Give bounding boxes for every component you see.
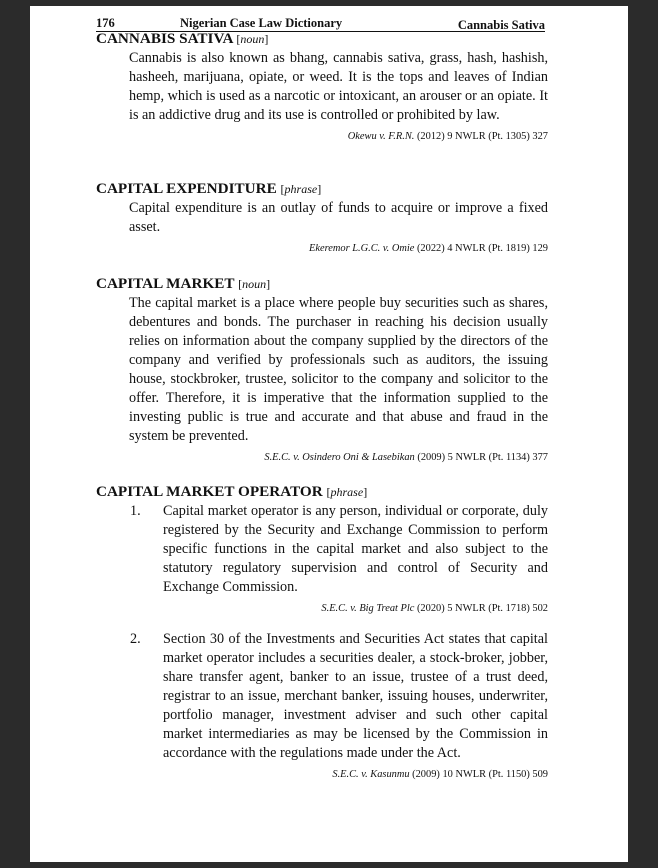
pos-text: noun (242, 277, 267, 291)
book-title: Nigerian Case Law Dictionary (180, 16, 343, 30)
citation (130, 768, 548, 781)
sense-number: 2. (130, 631, 141, 647)
definition: Capital market operator is any person, individual or corporate, duly registered by the Security and Exchange Commission to perform specific functions in the capital market and also subject to the statutory regulatory supervision and control of Security and Exchange Commission. (163, 503, 548, 595)
citation (130, 602, 548, 615)
definition: Cannabis is also known as bhang, cannabis sativa, grass, hash, hashish, hasheeh, marijuana, opiate, or weed. It is the tops and leaves of Indian hemp, which is used as a narcotic or intoxicant, an arouser or an opiate. It is an addictive drug and its use is controlled or prohibited by law. (129, 50, 548, 123)
part-of-speech: [noun] (236, 32, 269, 46)
definition: The capital market is a place where people buy securities such as shares, debentures and bonds. The purchaser in reaching his decision usually relies on information about the company supplied by the directors of the company and verified by professionals such as auditors, the issuing house, stockbroker, trustee, solicitor to the company and solicitor to the offer. Therefore, it is imperative that the information supplied to the investing public is true and accurate and that abuse and fraud in the system be prevented. (129, 295, 548, 444)
part-of-speech: [phrase] (280, 182, 322, 196)
headword-text: CAPITAL MARKET OPERATOR (96, 483, 323, 500)
citation (96, 130, 548, 143)
sense-number: 1. (130, 503, 141, 519)
pos-text: phrase (330, 485, 364, 499)
pos-text: noun (240, 32, 265, 46)
citation-report: (2020) 5 NWLR (Pt. 1718) 502 (416, 603, 548, 614)
page-number: 176 (96, 16, 115, 30)
headword (96, 274, 548, 294)
citation-case: S.E.C. v. Big Treat Plc (321, 603, 415, 614)
headword-text: CAPITAL EXPENDITURE (96, 180, 277, 197)
citation-case: Ekeremor L.G.C. v. Omie (309, 243, 415, 254)
definition: Capital expenditure is an outlay of funds to acquire or improve a fixed asset. (129, 200, 548, 235)
running-head: Cannabis Sativa (457, 18, 545, 32)
headword-text: CANNABIS SATIVA (96, 30, 233, 47)
citation-case: S.E.C. v. Kasunmu (332, 769, 410, 780)
citation-case: Okewu v. F.R.N. (347, 131, 415, 142)
entry-capital-expenditure (96, 179, 548, 255)
citation-case: S.E.C. v. Osindero Oni & Lasebikan (264, 452, 415, 463)
entry-capital-market-operator (96, 482, 548, 781)
citation-report: (2012) 9 NWLR (Pt. 1305) 327 (416, 131, 548, 142)
citation-report: (2009) 10 NWLR (Pt. 1150) 509 (412, 769, 548, 780)
headword-text: CAPITAL MARKET (96, 275, 235, 292)
part-of-speech: [phrase] (326, 485, 368, 499)
citation (96, 451, 548, 464)
headword (96, 179, 548, 199)
citation (96, 242, 548, 255)
numbered-sense (130, 502, 548, 615)
definition: Section 30 of the Investments and Securities Act states that capital market operator includes a securities dealer, a stock-broker, jobber, share transfer agent, banker to an issue, trustee of a trust deed, registrar to an issue, merchant banker, issuing houses, underwriter, portfolio manager, investment adviser and such other capital market intermediaries as may be licensed by the Commission in accordance with the regulations made under the Act. (163, 631, 548, 761)
headword (96, 29, 548, 49)
pos-text: phrase (284, 182, 318, 196)
numbered-sense (130, 630, 548, 781)
part-of-speech: [noun] (238, 277, 271, 291)
entry-capital-market (96, 274, 548, 464)
entry-cannabis-sativa (96, 29, 548, 143)
citation-report: (2022) 4 NWLR (Pt. 1819) 129 (416, 243, 548, 254)
citation-report: (2009) 5 NWLR (Pt. 1134) 377 (417, 452, 548, 463)
dictionary-page (30, 6, 628, 862)
headword (96, 482, 548, 502)
